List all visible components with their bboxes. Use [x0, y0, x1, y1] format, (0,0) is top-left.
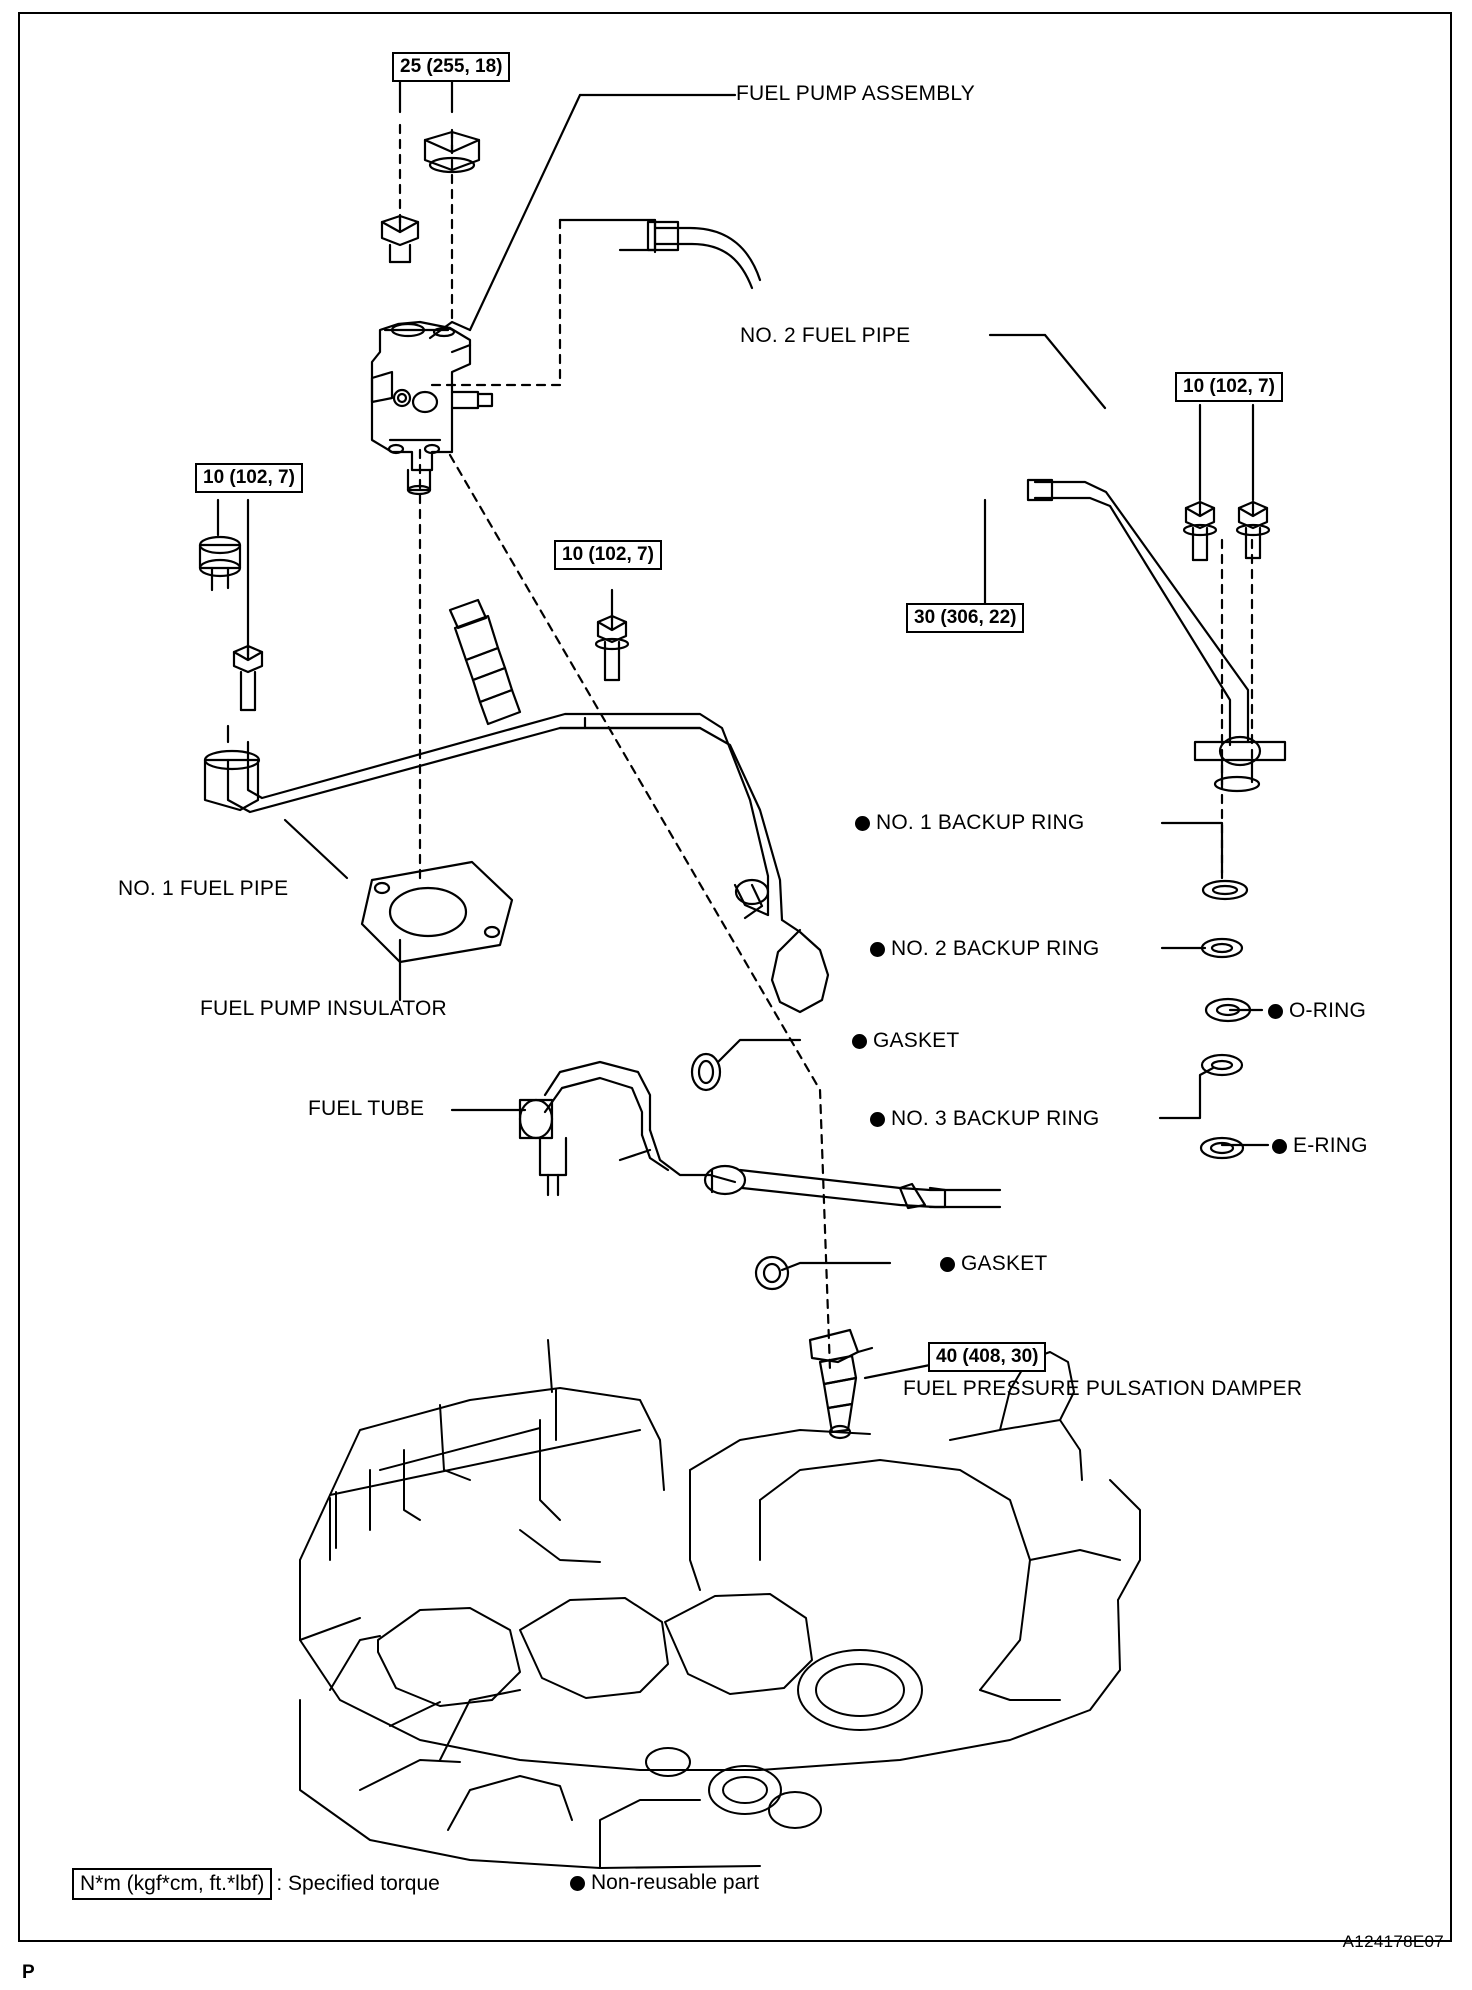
callout-fuel-tube: FUEL TUBE — [308, 1097, 425, 1120]
pump-connector-wire — [560, 220, 760, 288]
torque-label-25: 25 (255, 18) — [392, 52, 510, 82]
legend-nonreusable — [570, 1872, 759, 1893]
bolt-middle — [596, 616, 628, 680]
axis-pipe-link — [430, 220, 560, 385]
no3-backup-ring-part — [1202, 1055, 1242, 1075]
nonreusable-dot-icon — [940, 1257, 955, 1272]
lower-fuel-pipe — [705, 1166, 1000, 1208]
nonreusable-dot-icon — [855, 816, 870, 831]
axis-damper — [450, 455, 830, 1370]
gasket-lower-ring — [756, 1257, 788, 1289]
leader-torque-right — [1200, 405, 1253, 500]
bolt-left-2 — [234, 646, 262, 710]
torque-label-10-right: 10 (102, 7) — [1175, 372, 1283, 402]
callout-e-ring-text: E-RING — [1293, 1134, 1368, 1157]
bolt-right-1 — [1184, 502, 1216, 560]
callout-o-ring — [1268, 1000, 1366, 1021]
torque-label-10-mid: 10 (102, 7) — [554, 540, 662, 570]
callout-fuel-pump-insulator: FUEL PUMP INSULATOR — [200, 997, 447, 1020]
legend-torque-text: : Specified torque — [276, 1872, 440, 1895]
fuel-pump-insulator-part — [362, 862, 512, 962]
leader-no3-backup-ring — [1160, 1068, 1213, 1118]
fuel-pump-assembly-body — [372, 322, 492, 494]
callout-fuel-pump-assembly: FUEL PUMP ASSEMBLY — [736, 82, 975, 105]
engine-illustration — [300, 1340, 1140, 1868]
leader-torque-25 — [400, 78, 452, 112]
torque-label-30: 30 (306, 22) — [906, 603, 1024, 633]
bolt-upper-left — [382, 216, 418, 262]
callout-fuel-pressure-pulsation-damper: FUEL PRESSURE PULSATION DAMPER — [903, 1377, 1303, 1400]
callout-no3-backup-ring-text: NO. 3 BACKUP RING — [891, 1107, 1100, 1130]
legend-torque — [72, 1868, 440, 1900]
nonreusable-dot-icon — [1268, 1004, 1283, 1019]
leader-torque-left — [218, 500, 248, 655]
no2-fuel-pipe — [1028, 480, 1285, 791]
leader-no1-fuel-pipe — [285, 820, 347, 878]
torque-label-40: 40 (408, 30) — [928, 1342, 1046, 1372]
no1-fuel-pipe — [205, 714, 782, 920]
bolt-right-2 — [1237, 502, 1269, 558]
callout-gasket-lower-text: GASKET — [961, 1252, 1048, 1275]
callout-e-ring — [1272, 1135, 1368, 1156]
page-mark: P — [22, 1962, 35, 1983]
callout-no1-fuel-pipe: NO. 1 FUEL PIPE — [118, 877, 289, 900]
callout-no3-backup-ring — [870, 1108, 1099, 1129]
torque-label-10-left: 10 (102, 7) — [195, 463, 303, 493]
nonreusable-dot-icon — [1272, 1139, 1287, 1154]
bolt-left-collar — [200, 537, 240, 590]
callout-o-ring-text: O-RING — [1289, 999, 1367, 1022]
nonreusable-dot-icon — [852, 1034, 867, 1049]
figure-code: A124178E07 — [1342, 1932, 1444, 1951]
nonreusable-dot-icon — [870, 942, 885, 957]
nonreusable-dot-icon — [870, 1112, 885, 1127]
callout-no1-backup-ring-text: NO. 1 BACKUP RING — [876, 811, 1085, 834]
callout-no1-backup-ring — [855, 812, 1084, 833]
gasket-upper-ring — [692, 1054, 720, 1090]
legend-nonreusable-text: Non-reusable part — [591, 1871, 760, 1894]
leader-gasket-lower — [782, 1263, 890, 1270]
no2-backup-ring-part — [1202, 939, 1242, 957]
callout-gasket-upper-text: GASKET — [873, 1029, 960, 1052]
leader-gasket-upper — [718, 1040, 800, 1062]
legend-torque-unit: N*m (kgf*cm, ft.*lbf) — [72, 1868, 272, 1900]
callout-no2-backup-ring-text: NO. 2 BACKUP RING — [891, 937, 1100, 960]
callout-no2-backup-ring — [870, 938, 1099, 959]
pipe-union-left — [450, 600, 520, 724]
pulsation-damper-part — [810, 1330, 872, 1438]
callout-no2-fuel-pipe: NO. 2 FUEL PIPE — [740, 324, 911, 347]
e-ring-part — [1201, 1138, 1243, 1158]
callout-gasket-upper — [852, 1030, 959, 1051]
no1-backup-ring-part — [1203, 881, 1247, 899]
leader-no1-backup-ring — [1162, 823, 1222, 873]
nonreusable-dot-icon — [570, 1876, 585, 1891]
callout-gasket-lower — [940, 1253, 1047, 1274]
